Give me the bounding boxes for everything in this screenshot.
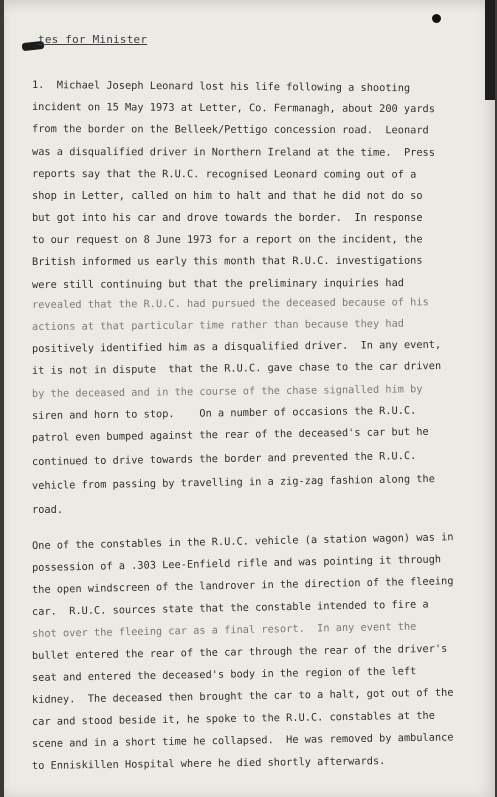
text-line: was a disqualified driver in Northern Ireland at the time. Press [31, 146, 435, 159]
punch-hole-mark [432, 14, 441, 23]
text-line: kidney. The deceased then brought the car to a halt, got out of the [31, 686, 454, 706]
text-line: from the border on the Belleek/Pettigo concession road. Leonard [31, 123, 429, 137]
text-line: but got into his car and drove towards the border. In response [32, 212, 423, 224]
page-edge-shadow [485, 0, 495, 100]
text-line: were still continuing but that the preliminary inquiries had [31, 277, 404, 291]
text-line: positively identified him as a disqualified driver. In any event, [31, 338, 442, 355]
text-line: vehicle from passing by travelling in a zig-zag fashion along the [31, 472, 435, 492]
text-line: car and stood beside it, he spoke to the R.U.C. constables at the [31, 709, 435, 728]
typed-page [4, 0, 495, 797]
text-line: continued to drive towards the border and prevented the R.U.C. [31, 449, 417, 468]
text-line: road. [32, 504, 63, 516]
text-line: to our request on 8 June 1973 for a report on the incident, the [31, 233, 423, 246]
text-line: seat and entered the deceased's body in the region of the left [31, 665, 417, 684]
text-line: it is not in dispute that the R.U.C. gave chase to the car driven [31, 360, 442, 377]
text-line: possession of a .303 Lee-Enfield rifle and was pointing it through [31, 553, 442, 574]
text-line: One of the constables in the R.U.C. vehicle (a station wagon) was in [31, 531, 454, 552]
text-line: revealed that the R.U.C. had pursued the deceased because of his [31, 296, 429, 311]
text-line: bullet entered the rear of the car through the rear of the driver's [31, 642, 448, 662]
text-line: by the deceased and in the course of the chase signalled him by [31, 383, 423, 400]
text-line: siren and horn to stop. On a number of occasions the R.U.C. [31, 404, 417, 422]
text-line: 1. Michael Joseph Leonard lost his life following a shooting [31, 79, 411, 95]
text-line: reports say that the R.U.C. recognised Leonard coming out of a [31, 168, 417, 181]
text-line: the open windscreen of the landrover in the direction of the fleeing [31, 575, 454, 596]
text-line: incident on 15 May 1973 at Letter, Co. Fermanagh, about 200 yards [31, 101, 435, 116]
text-line: car. R.U.C. sources state that the constable intended to fire a [31, 598, 429, 618]
text-line: British informed us early this month that R.U.C. investigations [31, 254, 423, 268]
text-line: actions at that particular time rather than because they had [31, 317, 405, 333]
text-line: patrol even bumped against the rear of the deceased's car but he [31, 425, 429, 444]
text-line: scene and in a short time he collapsed. He was removed by ambulance [31, 731, 454, 750]
text-line: shop in Letter, called on him to halt and that he did not do so [32, 190, 423, 202]
text-line: to Enniskillen Hospital where he died shortly afterwards. [31, 755, 386, 772]
page-heading: tes for Minister [38, 33, 148, 46]
text-line: shot over the fleeing car as a final resort. In any event the [31, 620, 417, 640]
